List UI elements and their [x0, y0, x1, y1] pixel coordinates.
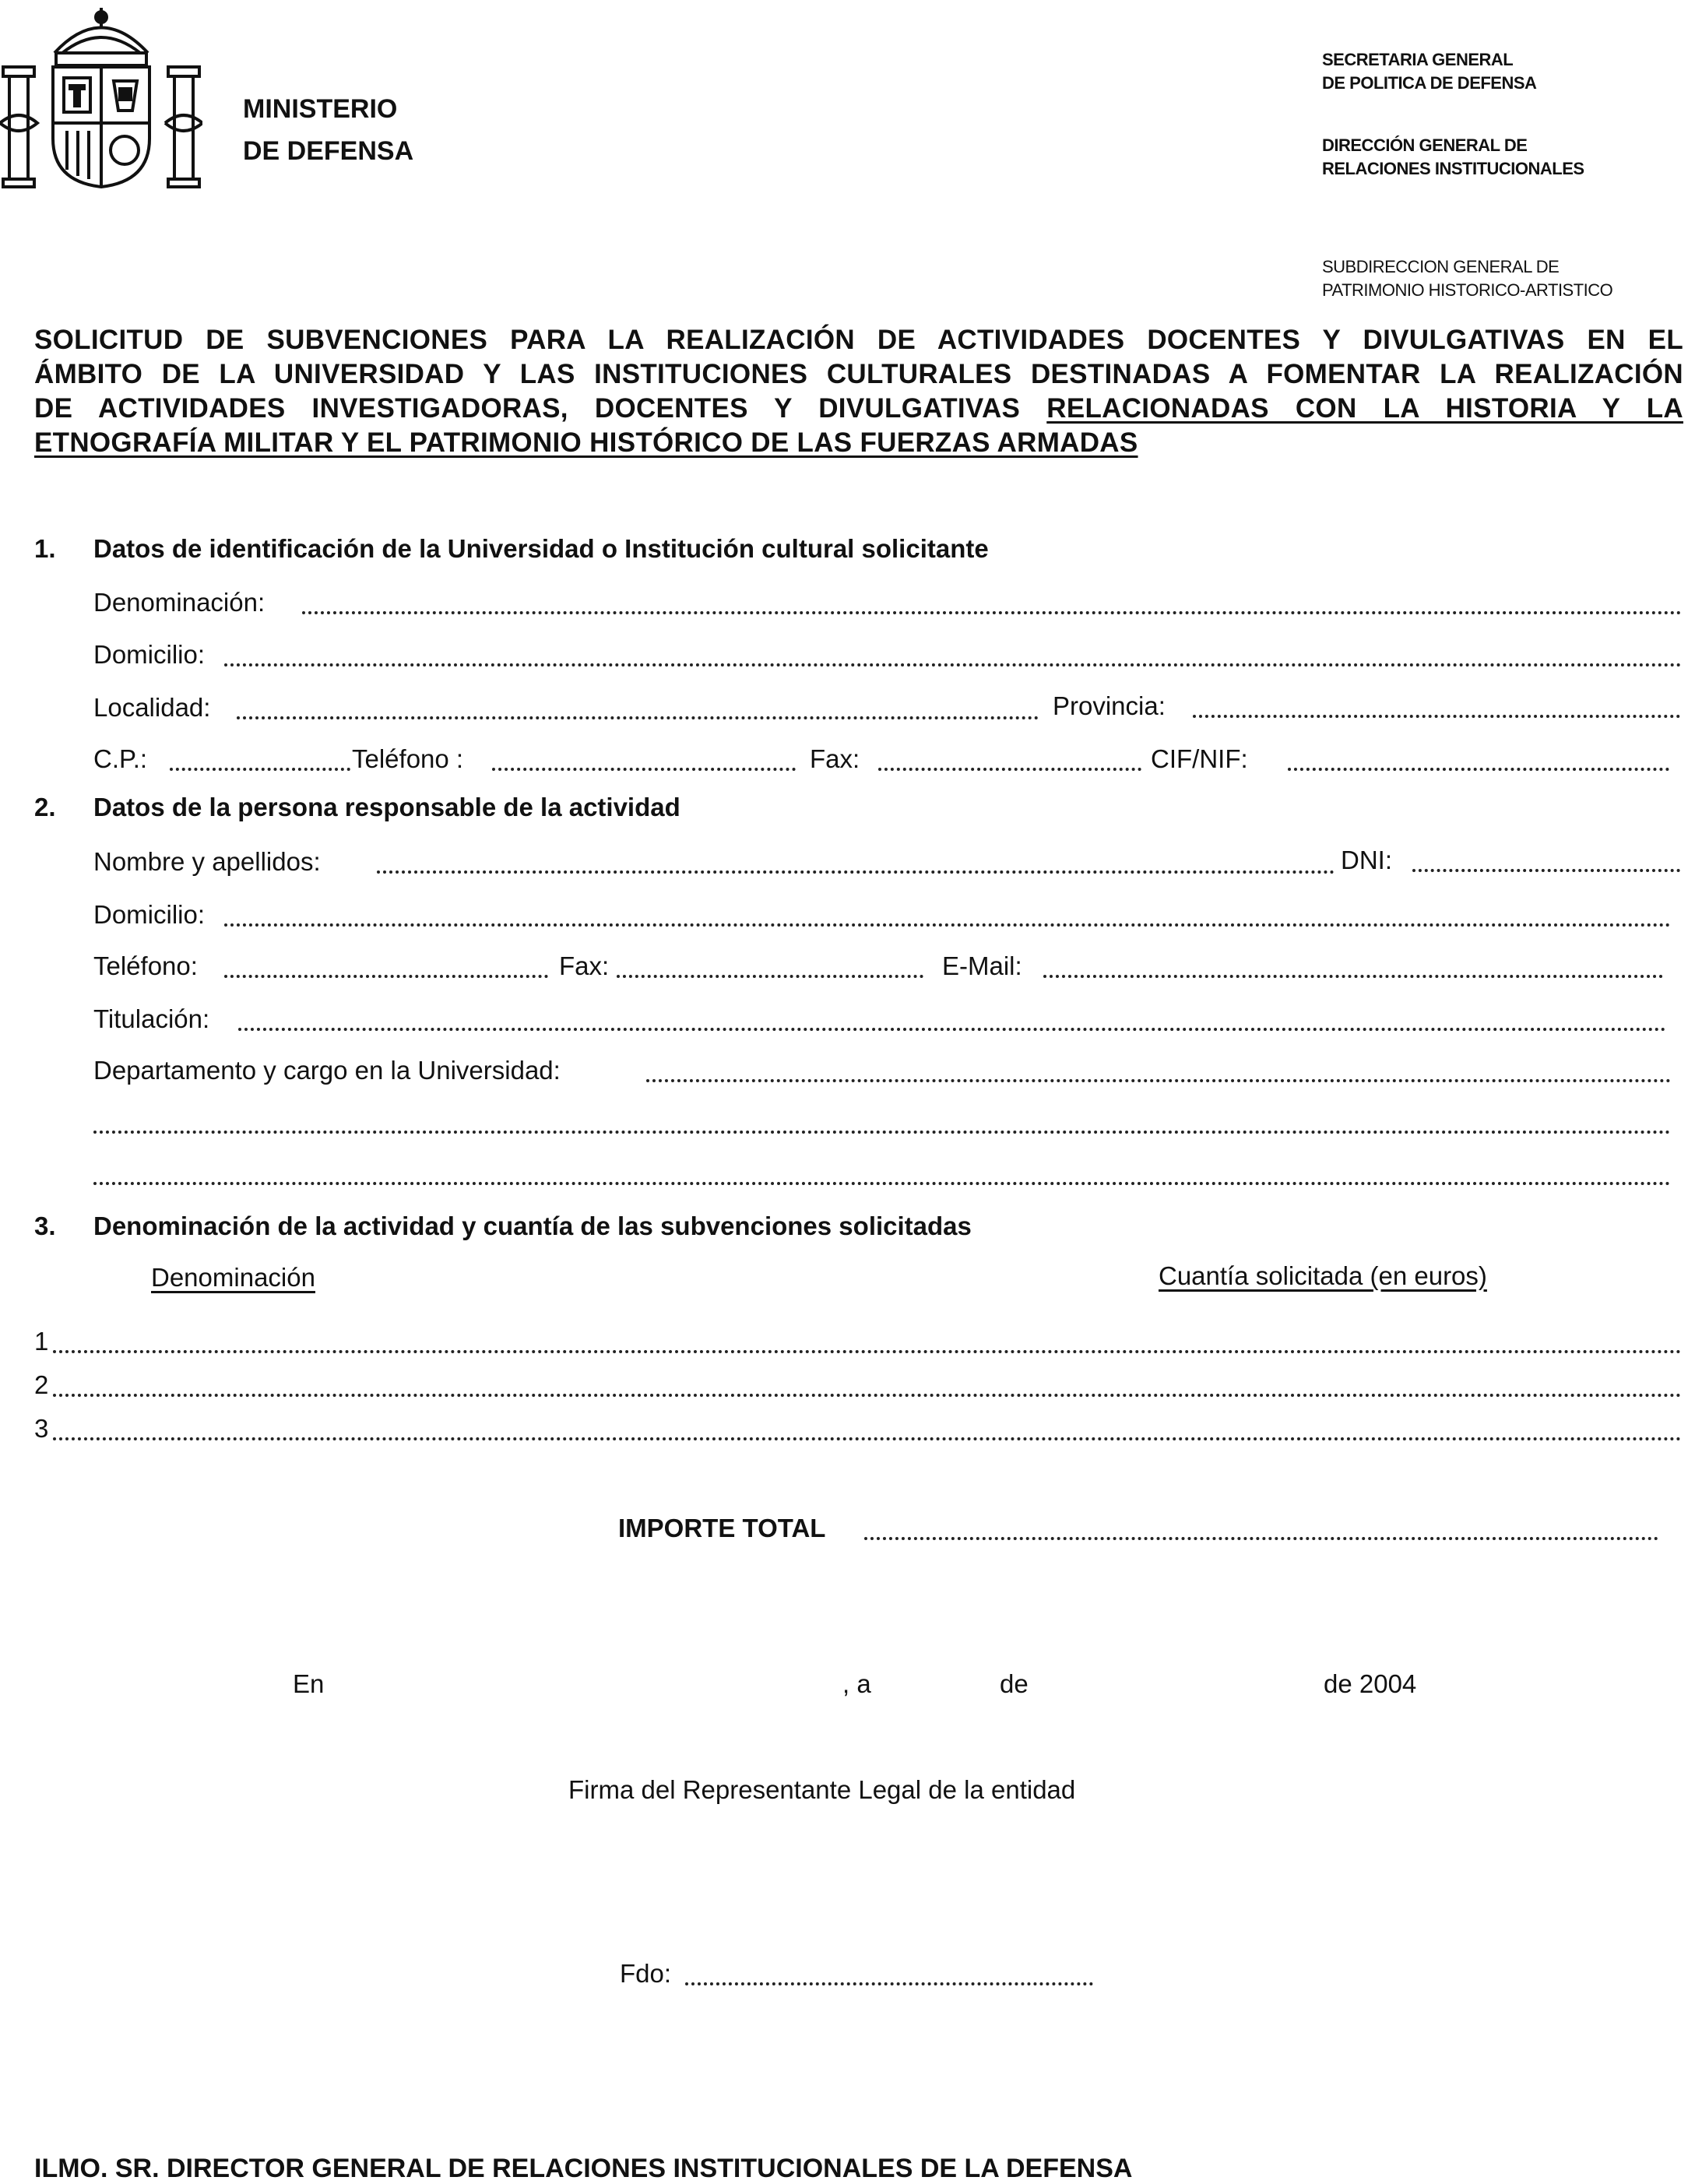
- document-title: [34, 323, 1683, 460]
- section1-heading: Datos de identificación de la Universidad o Institución cultural solicitante: [93, 534, 989, 563]
- person-domicilio-field[interactable]: [224, 923, 1671, 927]
- org-denominacion-label: Denominación:: [93, 588, 266, 617]
- person-nombre-label: Nombre y apellidos:: [93, 847, 321, 876]
- org-subdireccion-line1: SUBDIRECCION GENERAL DE: [1322, 257, 1560, 276]
- col-denominacion-header: Denominación: [151, 1263, 315, 1292]
- person-email-field[interactable]: [1043, 975, 1663, 978]
- section2-heading: Datos de la persona responsable de la actividad: [93, 793, 680, 821]
- org-secretaria-line2: DE POLITICA DE DEFENSA: [1322, 73, 1537, 93]
- org-direccion-line1: DIRECCIÓN GENERAL DE: [1322, 135, 1528, 155]
- importe-total-label: IMPORTE TOTAL: [618, 1514, 826, 1542]
- org-cif-label: CIF/NIF:: [1151, 744, 1248, 773]
- ministry-name-line2: DE DEFENSA: [243, 136, 414, 166]
- date-place-label: En: [293, 1669, 325, 1698]
- date-comma-a-label: , a: [842, 1669, 871, 1698]
- activity-row-number: 1: [34, 1327, 49, 1356]
- activity-row-field[interactable]: [53, 1394, 1682, 1397]
- person-email-label: E-Mail:: [942, 951, 1022, 980]
- col-cuantia-header: Cuantía solicitada (en euros): [1159, 1261, 1487, 1290]
- person-telefono-field[interactable]: [224, 975, 548, 978]
- section2-number: 2.: [34, 793, 56, 821]
- person-fax-label: Fax:: [559, 951, 610, 980]
- person-domicilio-label: Domicilio:: [93, 900, 206, 929]
- org-provincia-field[interactable]: [1193, 715, 1680, 718]
- person-departamento-label: Departamento y cargo en la Universidad:: [93, 1056, 561, 1085]
- firma-label: Firma del Representante Legal de la entidad: [568, 1775, 1076, 1804]
- section3-heading: Denominación de la actividad y cuantía de las subvenciones solicitadas: [93, 1212, 972, 1240]
- section1-number: 1.: [34, 534, 56, 563]
- org-fax-field[interactable]: [878, 768, 1141, 771]
- date-de-label: de: [1000, 1669, 1029, 1698]
- title-line4: ETNOGRAFÍA MILITAR Y EL PATRIMONIO HISTÓRICO DE LAS FUERZAS ARMADAS: [34, 427, 1138, 458]
- person-dni-field[interactable]: [1412, 869, 1680, 872]
- org-localidad-field[interactable]: [237, 716, 1039, 719]
- person-departamento-field-cont2[interactable]: [93, 1182, 1671, 1185]
- activity-row-number: 2: [34, 1370, 49, 1399]
- importe-total-field[interactable]: [864, 1537, 1658, 1540]
- person-fax-field[interactable]: [617, 975, 923, 978]
- org-secretaria-line1: SECRETARIA GENERAL: [1322, 50, 1514, 69]
- addressee: ILMO. SR. DIRECTOR GENERAL DE RELACIONES INSTITUCIONALES DE LA DEFENSA: [34, 2154, 1133, 2183]
- org-domicilio-field[interactable]: [224, 663, 1682, 666]
- person-nombre-field[interactable]: [377, 870, 1335, 874]
- org-cp-field[interactable]: [170, 768, 350, 771]
- ministry-name-line1: MINISTERIO: [243, 94, 398, 124]
- org-direccion-line2: RELACIONES INSTITUCIONALES: [1322, 159, 1584, 178]
- org-subdireccion-line2: PATRIMONIO HISTORICO-ARTISTICO: [1322, 280, 1613, 300]
- org-provincia-label: Provincia:: [1053, 691, 1166, 720]
- org-telefono-label: Teléfono :: [352, 744, 464, 773]
- activity-row-field[interactable]: [53, 1437, 1682, 1440]
- title-line2: ÁMBITO DE LA UNIVERSIDAD Y LAS INSTITUCIONES CULTURALES DESTINADAS A FOMENTAR LA REALIZACIÓN: [34, 359, 1683, 389]
- fdo-field[interactable]: [685, 1982, 1093, 1985]
- activity-row-field[interactable]: [53, 1350, 1682, 1353]
- org-telefono-field[interactable]: [492, 768, 796, 771]
- org-cif-field[interactable]: [1288, 768, 1669, 771]
- org-domicilio-label: Domicilio:: [93, 640, 206, 669]
- person-telefono-label: Teléfono:: [93, 951, 198, 980]
- person-departamento-field-cont1[interactable]: [93, 1131, 1671, 1134]
- org-localidad-label: Localidad:: [93, 693, 211, 722]
- org-cp-label: C.P.:: [93, 744, 148, 773]
- fdo-label: Fdo:: [620, 1959, 672, 1988]
- title-line3: [34, 392, 1683, 426]
- date-year-label: de 2004: [1324, 1669, 1417, 1698]
- person-titulacion-field[interactable]: [238, 1028, 1666, 1031]
- person-dni-label: DNI:: [1341, 846, 1392, 874]
- section3-number: 3.: [34, 1212, 56, 1240]
- person-titulacion-label: Titulación:: [93, 1004, 210, 1033]
- coat-of-arms-emblem: [0, 6, 202, 192]
- org-fax-label: Fax:: [810, 744, 860, 773]
- title-line3-plain: DE ACTIVIDADES INVESTIGADORAS, DOCENTES Y DIVULGATIVAS: [34, 393, 1021, 424]
- org-denominacion-field[interactable]: [302, 611, 1682, 614]
- title-line1: SOLICITUD DE SUBVENCIONES PARA LA REALIZACIÓN DE ACTIVIDADES DOCENTES Y DIVULGATIVAS EN EL: [34, 325, 1683, 355]
- person-departamento-field[interactable]: [646, 1079, 1671, 1082]
- title-line3-underlined: RELACIONADAS CON LA HISTORIA Y LA: [1046, 393, 1683, 424]
- activity-row-number: 3: [34, 1414, 49, 1443]
